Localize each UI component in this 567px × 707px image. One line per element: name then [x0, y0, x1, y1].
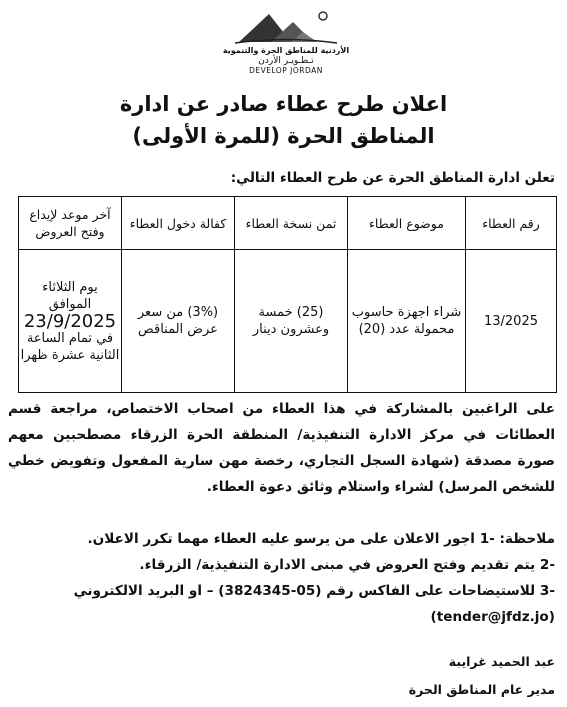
logo	[186, 6, 386, 84]
deadline-time: في تمام الساعة الثانية عشرة ظهرا	[20, 330, 120, 363]
header-subject: موضوع العطاء	[348, 197, 466, 250]
cell-price: (25) خمسة وعشرون دينار	[235, 250, 348, 393]
logo-english-tagline: DEVELOP JORDAN	[249, 66, 323, 75]
deadline-date: 23/9/2025	[23, 310, 117, 332]
header-guarantee: كفالة دخول العطاء	[122, 197, 235, 250]
deadline-day: يوم الثلاثاء الموافق	[42, 279, 98, 312]
cell-guarantee: (3%) من سعر عرض المناقص	[122, 250, 235, 393]
page-title	[6, 88, 561, 152]
note-1: ملاحظة: -1 اجور الاعلان على من يرسو عليه العطاء مهما تكرر الاعلان.	[87, 531, 555, 547]
header-deadline: آخر موعد لإيداع وفتح العروض	[19, 197, 122, 250]
announcement-page	[6, 4, 561, 703]
table-header-row	[19, 197, 557, 250]
intro-text: تعلن ادارة المناطق الحرة عن طرح العطاء التالي:	[230, 170, 555, 186]
note-2: -2 يتم تقديم وفتح العروض في مبنى الادارة التنفيذية/ الزرقاء.	[139, 557, 555, 573]
pyramid-logo-icon	[231, 6, 341, 46]
cell-subject: شراء اجهزة حاسوب محمولة عدد (20)	[348, 250, 466, 393]
tender-table	[18, 196, 557, 393]
header-price: ثمن نسخة العطاء	[235, 197, 348, 250]
table-row	[19, 250, 557, 393]
logo-arabic-name: الأردنية للمناطق الحرة والتنموية	[222, 46, 350, 55]
note-3: -3 للاستيضاحات على الفاكس رقم (05-3824345) – او البريد الالكتروني (tender@jfdz.jo)	[73, 583, 555, 625]
title-line-1: اعلان طرح عطاء صادر عن ادارة	[119, 92, 448, 116]
cell-deadline	[19, 250, 122, 393]
signature-name: عبد الحميد غرايبة	[448, 654, 555, 669]
logo-arabic-tagline: تـطـويـر الأردن	[258, 56, 314, 66]
instructions-paragraph: على الراغبين بالمشاركة في هذا العطاء من اصحاب الاختصاص، مراجعة قسم العطائات في مركز الادارة التنفيذية/ المنطقة الحرة الزرقاء مصطحبين معهم صورة مصدقة (شهادة السجل التجاري، رخصة مهن سارية المفعول وتفويض خطي للشخص المرسل) لشراء واستلام وثائق دعوة العطاء.	[8, 401, 555, 495]
cell-number: 13/2025	[466, 250, 557, 393]
signature-role: مدير عام المناطق الحرة	[408, 682, 555, 697]
title-line-2: المناطق الحرة (للمرة الأولى)	[132, 124, 435, 148]
header-number: رقم العطاء	[466, 197, 557, 250]
